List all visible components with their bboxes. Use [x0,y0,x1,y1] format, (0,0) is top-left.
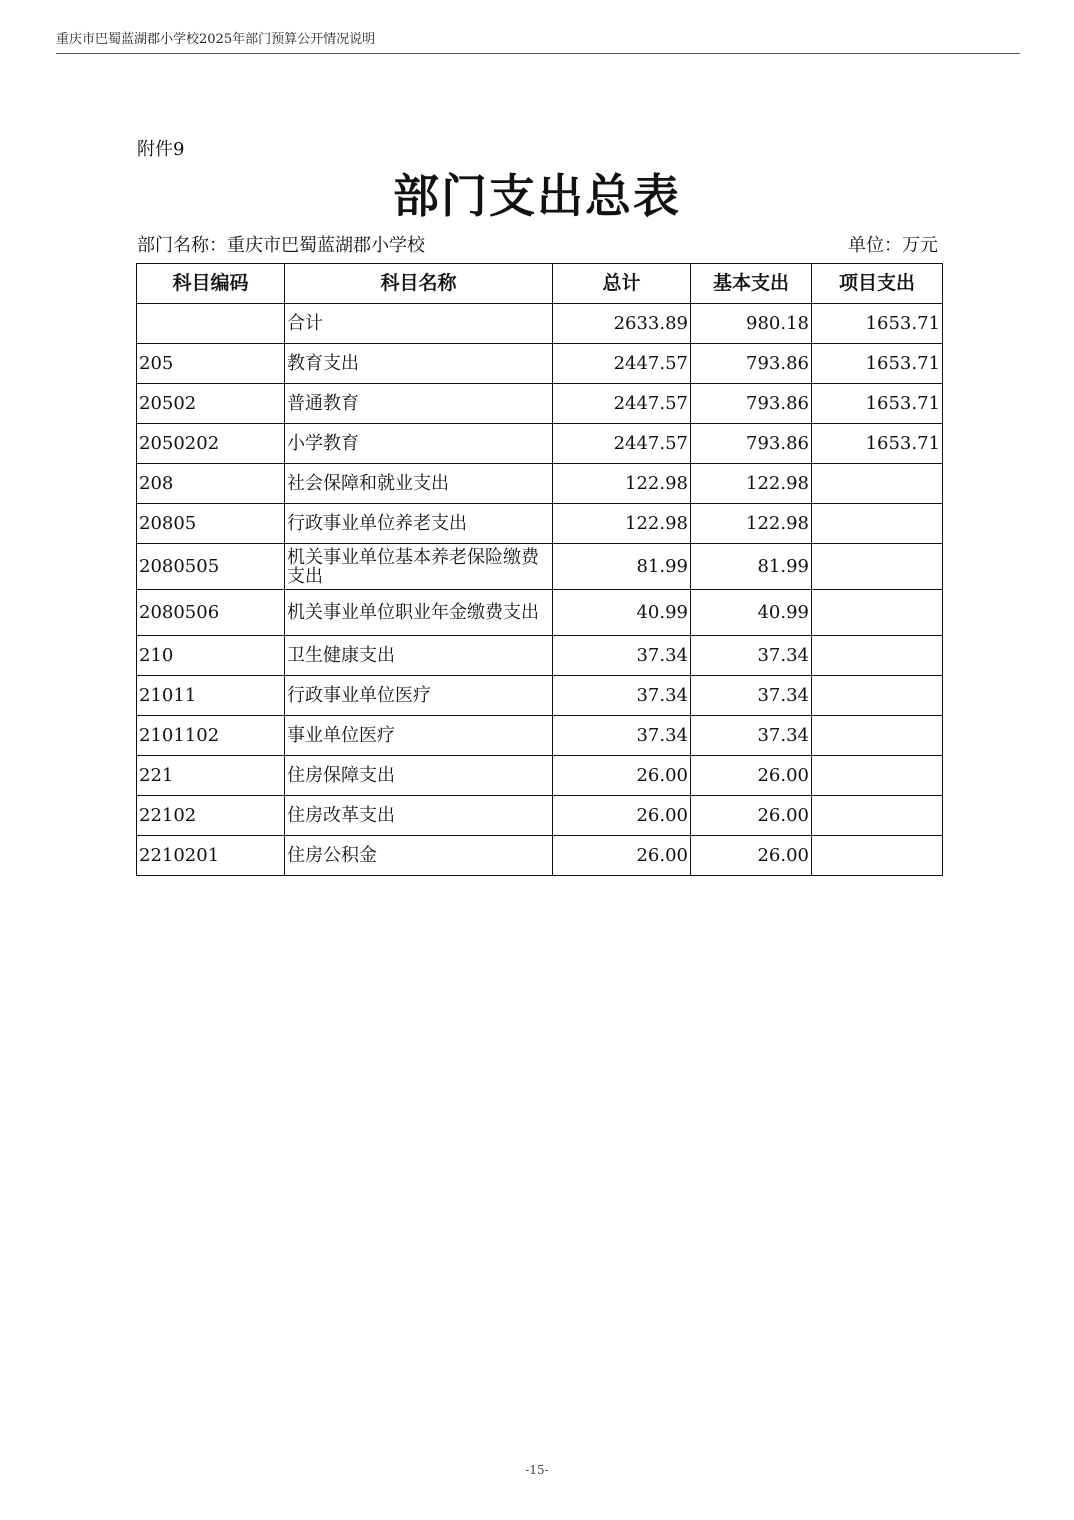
header-total: 总计 [553,264,691,304]
table-header-row [137,264,943,304]
cell-name: 住房保障支出 [285,756,553,796]
cell-name: 行政事业单位医疗 [285,676,553,716]
header-project: 项目支出 [812,264,943,304]
table-body [137,304,943,876]
table-meta-row [137,231,938,257]
cell-project [812,836,943,876]
cell-name: 普通教育 [285,384,553,424]
table-row [137,756,943,796]
cell-code: 21011 [137,676,285,716]
cell-code: 2080505 [137,544,285,590]
table-row [137,544,943,590]
table-row [137,716,943,756]
cell-basic: 26.00 [691,836,812,876]
cell-total: 26.00 [553,756,691,796]
cell-project [812,636,943,676]
cell-total: 122.98 [553,504,691,544]
cell-code [137,304,285,344]
header-code: 科目编码 [137,264,285,304]
cell-code: 2050202 [137,424,285,464]
cell-basic: 793.86 [691,424,812,464]
cell-name: 行政事业单位养老支出 [285,504,553,544]
cell-total: 40.99 [553,590,691,636]
cell-project [812,504,943,544]
cell-total: 2447.57 [553,344,691,384]
cell-code: 2080506 [137,590,285,636]
cell-project [812,464,943,504]
cell-code: 22102 [137,796,285,836]
cell-basic: 26.00 [691,756,812,796]
cell-project: 1653.71 [812,344,943,384]
department-name: 部门名称：重庆市巴蜀蓝湖郡小学校 [137,235,425,256]
cell-basic: 37.34 [691,636,812,676]
expenditure-table [136,263,943,876]
table-row [137,796,943,836]
cell-code: 210 [137,636,285,676]
cell-name: 事业单位医疗 [285,716,553,756]
cell-code: 20502 [137,384,285,424]
cell-project [812,544,943,590]
table-row [137,836,943,876]
cell-project: 1653.71 [812,304,943,344]
cell-name: 社会保障和就业支出 [285,464,553,504]
cell-name: 合计 [285,304,553,344]
table-row [137,424,943,464]
cell-basic: 980.18 [691,304,812,344]
cell-name: 机关事业单位职业年金缴费支出 [285,590,553,636]
cell-name: 教育支出 [285,344,553,384]
cell-basic: 26.00 [691,796,812,836]
cell-code: 208 [137,464,285,504]
cell-total: 37.34 [553,636,691,676]
cell-code: 221 [137,756,285,796]
running-header: 重庆市巴蜀蓝湖郡小学校2025年部门预算公开情况说明 [56,32,376,47]
unit-label: 单位：万元 [848,235,938,256]
header-divider [56,53,1020,54]
cell-basic: 40.99 [691,590,812,636]
attachment-label: 附件9 [137,139,185,160]
cell-name: 机关事业单位基本养老保险缴费支出 [285,544,553,590]
cell-code: 20805 [137,504,285,544]
cell-basic: 37.34 [691,676,812,716]
cell-project [812,676,943,716]
table-row [137,590,943,636]
cell-code: 2210201 [137,836,285,876]
cell-total: 26.00 [553,836,691,876]
cell-total: 2447.57 [553,384,691,424]
cell-total: 81.99 [553,544,691,590]
cell-total: 26.00 [553,796,691,836]
cell-project [812,796,943,836]
table-row [137,464,943,504]
cell-project: 1653.71 [812,384,943,424]
cell-basic: 793.86 [691,344,812,384]
cell-basic: 122.98 [691,464,812,504]
cell-project [812,756,943,796]
page-number: -15- [525,1463,549,1477]
cell-name: 住房改革支出 [285,796,553,836]
cell-basic: 37.34 [691,716,812,756]
page-title: 部门支出总表 [393,169,681,223]
cell-code: 2101102 [137,716,285,756]
table-row [137,504,943,544]
cell-total: 122.98 [553,464,691,504]
cell-name: 卫生健康支出 [285,636,553,676]
cell-name: 住房公积金 [285,836,553,876]
cell-total: 37.34 [553,716,691,756]
table-row [137,636,943,676]
cell-basic: 793.86 [691,384,812,424]
table-row [137,384,943,424]
cell-project: 1653.71 [812,424,943,464]
cell-name: 小学教育 [285,424,553,464]
cell-basic: 81.99 [691,544,812,590]
cell-project [812,716,943,756]
cell-total: 37.34 [553,676,691,716]
cell-basic: 122.98 [691,504,812,544]
cell-code: 205 [137,344,285,384]
cell-total: 2447.57 [553,424,691,464]
table-row [137,676,943,716]
table-row [137,344,943,384]
header-basic: 基本支出 [691,264,812,304]
cell-total: 2633.89 [553,304,691,344]
cell-project [812,590,943,636]
header-name: 科目名称 [285,264,553,304]
table-row [137,304,943,344]
